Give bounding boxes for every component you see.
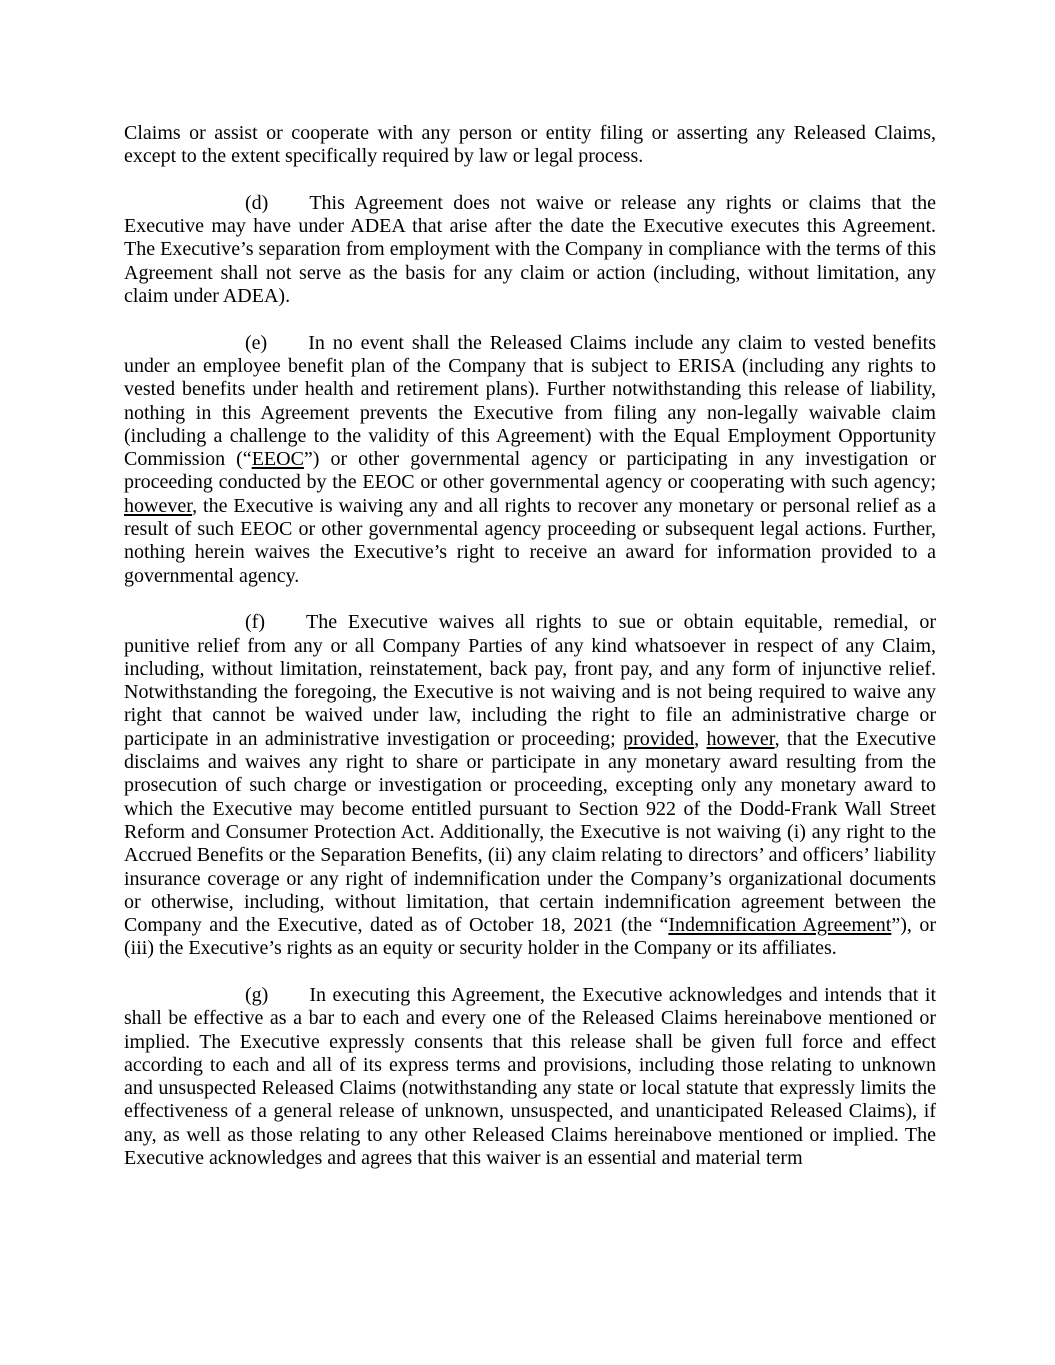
text-run: ”), or (iii) the Executive’s rights as an equity or security holder in the Company or its affiliates.: [124, 914, 937, 960]
text-run: This Agreement does not waive or release any rights or claims that the Executive may have under ADEA that arise after the date the Executive executes this Agreement. The Executive’s separation from employment with the Company in compliance with the terms of this Agreement shall not serve as the basis for any claim or action (including, without limitation, any claim under ADEA).: [124, 191, 936, 308]
underlined-text-run: EEOC: [251, 448, 304, 471]
paragraph-d: [124, 192, 936, 308]
paragraph-label: (g): [245, 983, 269, 1006]
paragraph-g: [124, 984, 936, 1170]
underlined-text-run: however: [706, 727, 775, 750]
paragraph-e: [124, 332, 936, 588]
paragraph-continuation: [124, 122, 936, 169]
text-run: , that the Executive disclaims and waives any right to share or participate in any monetary award resulting from the prosecution of such charge or investigation or proceeding, excepting only any monetary award to which the Executive may become entitled pursuant to Section 922 of the Dodd-Frank Wall Street Reform and Consumer Protection Act. Additionally, the Executive is not waiving (i) any right to the Accrued Benefits or the Separation Benefits, (ii) any claim relating to directors’ and officers’ liability insurance coverage or any right of indemnification under the Company’s organizational documents or otherwise, including, without limitation, that certain indemnification agreement between the Company and the Executive, dated as of October 18, 2021 (the “: [124, 727, 937, 937]
paragraph-label: (f): [245, 611, 265, 634]
text-run: ”) or other governmental agency or participating in any investigation or proceeding conducted by the EEOC or other governmental agency or cooperating with such agency;: [124, 448, 937, 494]
underlined-text-run: provided: [623, 727, 695, 750]
paragraph-label: (d): [245, 191, 269, 214]
text-run: In no event shall the Released Claims include any claim to vested benefits under an employee benefit plan of the Company that is subject to ERISA (including any rights to vested benefits under health and retirement plans). Further notwithstanding this release of liability, nothing in this Agreement prevents the Executive from filing any non-legally waivable claim (including a challenge to the validity of this Agreement) with the Equal Employment Opportunity Commission (“: [124, 331, 936, 471]
underlined-text-run: however: [124, 494, 193, 517]
paragraph-label: (e): [245, 331, 268, 354]
paragraph-f: [124, 611, 936, 960]
text-run: , the Executive is waiving any and all rights to recover any monetary or personal relief as a result of such EEOC or other governmental agency proceeding or subsequent legal actions. Further, nothing herein waives the Executive’s right to receive an award for information provided to a governmental agency.: [124, 494, 936, 587]
underlined-text-run: Indemnification Agreement: [668, 914, 892, 937]
text-run: ,: [694, 727, 707, 750]
text-run: The Executive waives all rights to sue or obtain equitable, remedial, or punitive relief from any or all Company Parties of any kind whatsoever in respect of any Claim, including, without limitation, reinstatement, back pay, front pay, and any form of injunctive relief. Notwithstanding the foregoing, the Executive is not waiving and is not being required to waive any right that cannot be waived under law, including the right to file an administrative charge or participate in an administrative investigation or proceeding;: [124, 611, 936, 750]
text-run: In executing this Agreement, the Executive acknowledges and intends that it shall be effective as a bar to each and every one of the Released Claims hereinabove mentioned or implied. The Executive expressly consents that this release shall be given full force and effect according to each and all of its express terms and provisions, including those relating to unknown and unsuspected Released Claims (notwithstanding any state or local statute that expressly limits the effectiveness of a general release of unknown, unsuspected, and unanticipated Released Claims), if any, as well as those relating to any other Released Claims hereinabove mentioned or implied. The Executive acknowledges and agrees that this waiver is an essential and material term: [124, 983, 936, 1170]
text-run: Claims or assist or cooperate with any person or entity filing or asserting any Released Claims, except to the extent specifically required by law or legal process.: [124, 122, 936, 168]
document-body: [124, 122, 936, 1170]
